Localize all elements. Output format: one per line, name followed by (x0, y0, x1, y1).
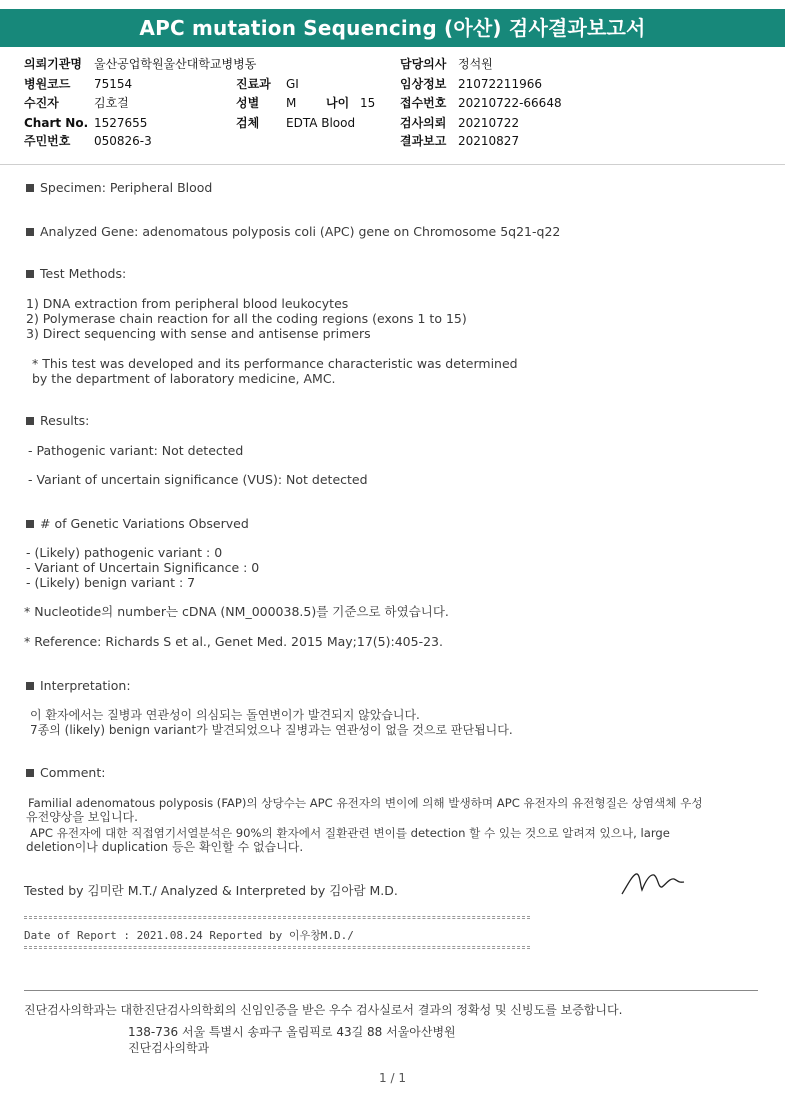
patient-name-value: 김호걸 (94, 96, 129, 110)
specimen-type-label: 검체 (236, 116, 260, 130)
variations-heading (26, 516, 249, 531)
address-text: 138-736 서울 특별시 송파구 올림픽로 43길 88 서울아산병원 (128, 1025, 456, 1039)
institution-label: 의뢰기관명 (24, 57, 82, 71)
comment-heading-text: Comment: (40, 765, 106, 780)
chart-no-value: 1527655 (94, 116, 148, 130)
separator-double-dash-top (24, 916, 530, 919)
square-bullet-icon (26, 228, 34, 236)
interpretation-line-2: 7종의 (likely) benign variant가 발견되었으나 질병과는 연관성이 없을 것으로 판단됩니다. (30, 723, 513, 737)
variation-item-1: - (Likely) pathogenic variant : 0 (26, 545, 223, 560)
accession-label: 접수번호 (400, 96, 447, 110)
resident-id-label: 주민번호 (24, 134, 71, 148)
certification-text: 진단검사의학과는 대한진단검사의학회의 신임인증을 받은 우수 검사실로서 결과의 정확성 및 신빙도를 보증합니다. (24, 1003, 623, 1017)
variation-item-3: - (Likely) benign variant : 7 (26, 575, 196, 590)
request-date-label: 검사의뢰 (400, 116, 447, 130)
clinical-info-row (400, 77, 542, 91)
square-bullet-icon (26, 682, 34, 690)
request-date-row (400, 116, 519, 130)
institution-value: 울산공업학원울산대학교병병동 (94, 57, 257, 71)
physician-label: 담당의사 (400, 57, 447, 71)
header-divider (0, 164, 785, 165)
department-text: 진단검사의학과 (128, 1041, 210, 1055)
interpretation-line-1: 이 환자에서는 질병과 연관성이 의심되는 돌연변이가 발견되지 않았습니다. (30, 708, 420, 722)
clinical-info-label: 임상정보 (400, 77, 447, 91)
comment-heading (26, 765, 105, 780)
square-bullet-icon (26, 417, 34, 425)
comment-line-3: APC 유전자에 대한 직접염기서열분석은 90%의 환자에서 질환관련 변이를 detection 할 수 있는 것으로 알려져 있으나, large (30, 826, 670, 840)
date-of-report: Date of Report : 2021.08.24 Reported by 이우창M.D./ (24, 929, 354, 942)
separator-double-dash-bottom (24, 946, 530, 949)
physician-row (400, 57, 493, 71)
footer-divider (24, 990, 758, 991)
department-value: GI (286, 77, 299, 91)
signature-mark (618, 866, 688, 898)
method-item-2: 2) Polymerase chain reaction for all the coding regions (exons 1 to 15) (26, 311, 467, 326)
patient-name-row (24, 96, 129, 110)
chart-no-label: Chart No. (24, 116, 89, 130)
age-value: 15 (360, 96, 376, 110)
report-title: APC mutation Sequencing (아산) 검사결과보고서 (0, 9, 785, 47)
method-item-3: 3) Direct sequencing with sense and antisense primers (26, 326, 371, 341)
resident-id-value: 050826-3 (94, 134, 152, 148)
specimen-text: Specimen: Peripheral Blood (40, 180, 213, 195)
department-label: 진료과 (236, 77, 271, 91)
department-row (236, 77, 299, 91)
sex-age-row (236, 96, 375, 110)
variation-item-2: - Variant of Uncertain Significance : 0 (26, 560, 260, 575)
resident-id-row (24, 134, 152, 148)
specimen-section (26, 180, 212, 195)
hospital-code-label: 병원코드 (24, 77, 71, 91)
clinical-info-value: 21072211966 (458, 77, 542, 91)
analyzed-gene-text: Analyzed Gene: adenomatous polyposis coli (APC) gene on Chromosome 5q21-q22 (40, 224, 561, 239)
analyzed-gene-section (26, 224, 560, 239)
accession-row (400, 96, 562, 110)
methods-note-2: by the department of laboratory medicine, AMC. (32, 371, 336, 386)
results-heading (26, 413, 89, 428)
report-date-row (400, 134, 519, 148)
specimen-type-value: EDTA Blood (286, 116, 356, 130)
methods-heading-text: Test Methods: (40, 266, 127, 281)
chart-no-row (24, 116, 147, 130)
comment-line-1: Familial adenomatous polyposis (FAP)의 상당수는 APC 유전자의 변이에 의해 발생하며 APC 유전자의 유전형질은 상염색체 우성 (28, 796, 703, 810)
methods-heading (26, 266, 126, 281)
methods-note-1: * This test was developed and its performance characteristic was determined (32, 356, 518, 371)
page-number: 1 / 1 (379, 1071, 406, 1085)
tested-by: Tested by 김미란 M.T./ Analyzed & Interpreted by 김아람 M.D. (24, 883, 398, 898)
sex-value: M (286, 96, 297, 110)
square-bullet-icon (26, 184, 34, 192)
institution-row (24, 57, 256, 71)
method-item-1: 1) DNA extraction from peripheral blood leukocytes (26, 296, 349, 311)
result-pathogenic: - Pathogenic variant: Not detected (28, 443, 244, 458)
hospital-code-row (24, 77, 132, 91)
patient-name-label: 수진자 (24, 96, 59, 110)
age-label: 나이 (326, 96, 350, 110)
square-bullet-icon (26, 769, 34, 777)
variations-heading-text: # of Genetic Variations Observed (40, 516, 249, 531)
results-heading-text: Results: (40, 413, 90, 428)
square-bullet-icon (26, 520, 34, 528)
comment-line-2: 유전양상을 보입니다. (26, 810, 138, 824)
accession-value: 20210722-66648 (458, 96, 562, 110)
interpretation-heading-text: Interpretation: (40, 678, 131, 693)
nucleotide-note: * Nucleotide의 number는 cDNA (NM_000038.5)를 기준으로 하였습니다. (24, 604, 449, 619)
reference-note: * Reference: Richards S et al., Genet Med. 2015 May;17(5):405-23. (24, 634, 443, 649)
comment-line-4: deletion이나 duplication 등은 확인할 수 없습니다. (26, 840, 304, 854)
hospital-code-value: 75154 (94, 77, 133, 91)
interpretation-heading (26, 678, 131, 693)
physician-value: 정석원 (458, 57, 493, 71)
result-vus: - Variant of uncertain significance (VUS): Not detected (28, 472, 368, 487)
square-bullet-icon (26, 270, 34, 278)
specimen-type-row (236, 116, 355, 130)
report-date-value: 20210827 (458, 134, 520, 148)
report-date-label: 결과보고 (400, 134, 447, 148)
request-date-value: 20210722 (458, 116, 520, 130)
sex-label: 성별 (236, 96, 260, 110)
